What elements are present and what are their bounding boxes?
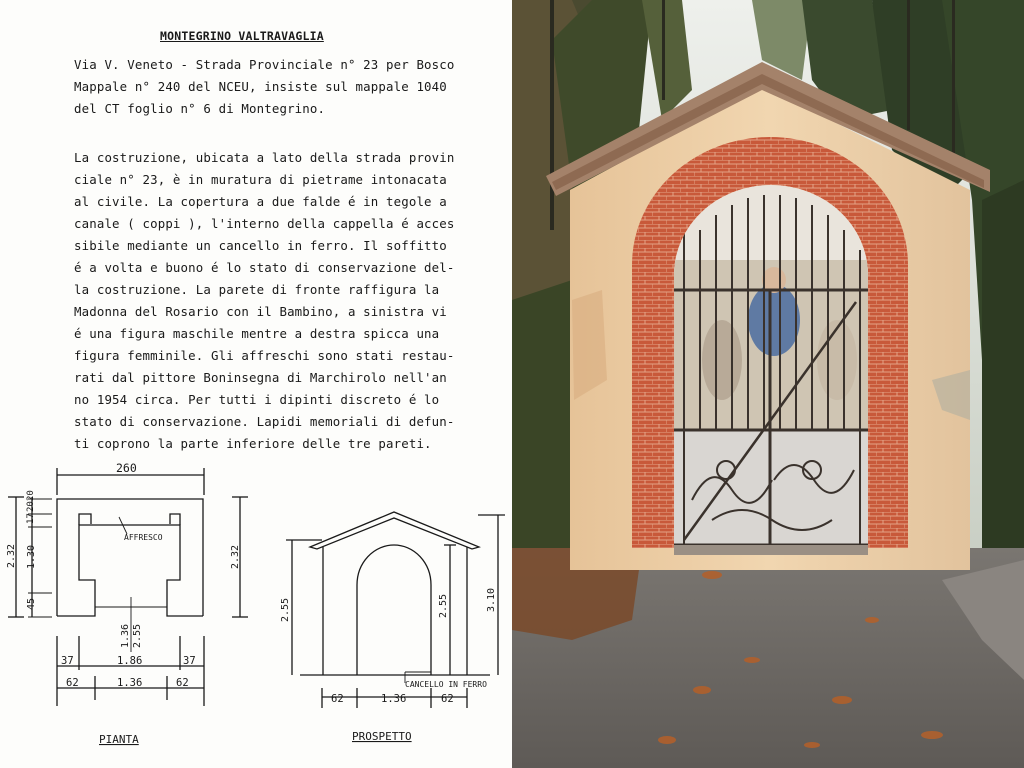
description-line: no 1954 circa. Per tutti i dipinti discreto é lo (74, 392, 440, 407)
plan-dim-bottom: 62 (176, 677, 189, 689)
description-line: é a volta e buono é lo stato di conservazione del- (74, 260, 455, 275)
plan-dim-left: 2.32 (6, 543, 17, 568)
plan-dim-right: 2.32 (230, 544, 241, 569)
elevation-dim-left: 2.55 (280, 597, 291, 622)
description-line: la costruzione. La parete di fronte raffigura la (74, 282, 440, 297)
plan-dim-left: 20 (26, 490, 36, 501)
plan-dim-bottom: 37 (61, 655, 74, 667)
elevation-drawing (286, 512, 505, 708)
description-line: é una figura maschile mentre a destra spicca una (74, 326, 440, 341)
address-line: Via V. Veneto - Strada Provinciale n° 23 per Bosco (74, 57, 455, 72)
description-line: ti coprono la parte inferiore delle tre pareti. (74, 436, 432, 451)
elevation-dim-inner: 2.55 (438, 593, 449, 618)
plan-drawing (8, 468, 248, 706)
plan-dim-left: 45 (26, 597, 37, 610)
chapel-photo-image (512, 0, 1024, 768)
plan-dim-left: 1.30 (26, 544, 37, 569)
plan-dim-bottom: 1.86 (117, 655, 143, 667)
description-line: sibile mediante un cancello in ferro. Il soffitto (74, 238, 447, 253)
description-line: ciale n° 23, è in muratura di pietrame intonacata (74, 172, 447, 187)
plan-dim-left: 17 (26, 513, 36, 524)
plan-dim-bottom: 62 (66, 677, 79, 689)
description-line: al civile. La copertura a due falde é in tegole a (74, 194, 447, 209)
description-line: rati dal pittore Boninsegna di Marchirolo nell'an (74, 370, 447, 385)
plan-dim-bottom: 1.36 (117, 677, 143, 689)
elevation-dim-right: 3.10 (486, 587, 497, 612)
document-title: MONTEGRINO VALTRAVAGLIA (160, 29, 324, 43)
elevation-caption: PROSPETTO (352, 730, 412, 743)
description-line: Madonna del Rosario con il Bambino, a sinistra vi (74, 304, 447, 319)
technical-drawings (0, 455, 512, 768)
address-line: Mappale n° 240 del NCEU, insiste sul mappale 1040 (74, 79, 447, 94)
plan-width-label: 260 (116, 461, 137, 475)
plan-dim-left: 20 (26, 501, 36, 512)
plan-dim-bottom: 37 (183, 655, 196, 667)
elevation-dim-bottom: 62 (441, 693, 454, 705)
plan-dim-center: 2.55 (132, 623, 143, 648)
description-line: figura femminile. Gli affreschi sono stati restau- (74, 348, 455, 363)
chapel-photo (512, 0, 1024, 768)
plan-caption: PIANTA (99, 733, 139, 746)
plan-dim-center: 1.36 (120, 623, 131, 648)
elevation-dim-bottom: 1.36 (381, 693, 407, 705)
description-line: La costruzione, ubicata a lato della strada provin (74, 150, 455, 165)
description-line: stato di conservazione. Lapidi memoriali di defun- (74, 414, 455, 429)
address-line: del CT foglio n° 6 di Montegrino. (74, 101, 326, 116)
elevation-dim-bottom: 62 (331, 693, 344, 705)
affresco-label: AFFRESCO (124, 533, 163, 542)
gate-label: CANCELLO IN FERRO (405, 680, 487, 689)
description-line: canale ( coppi ), l'interno della cappella é acces (74, 216, 455, 231)
